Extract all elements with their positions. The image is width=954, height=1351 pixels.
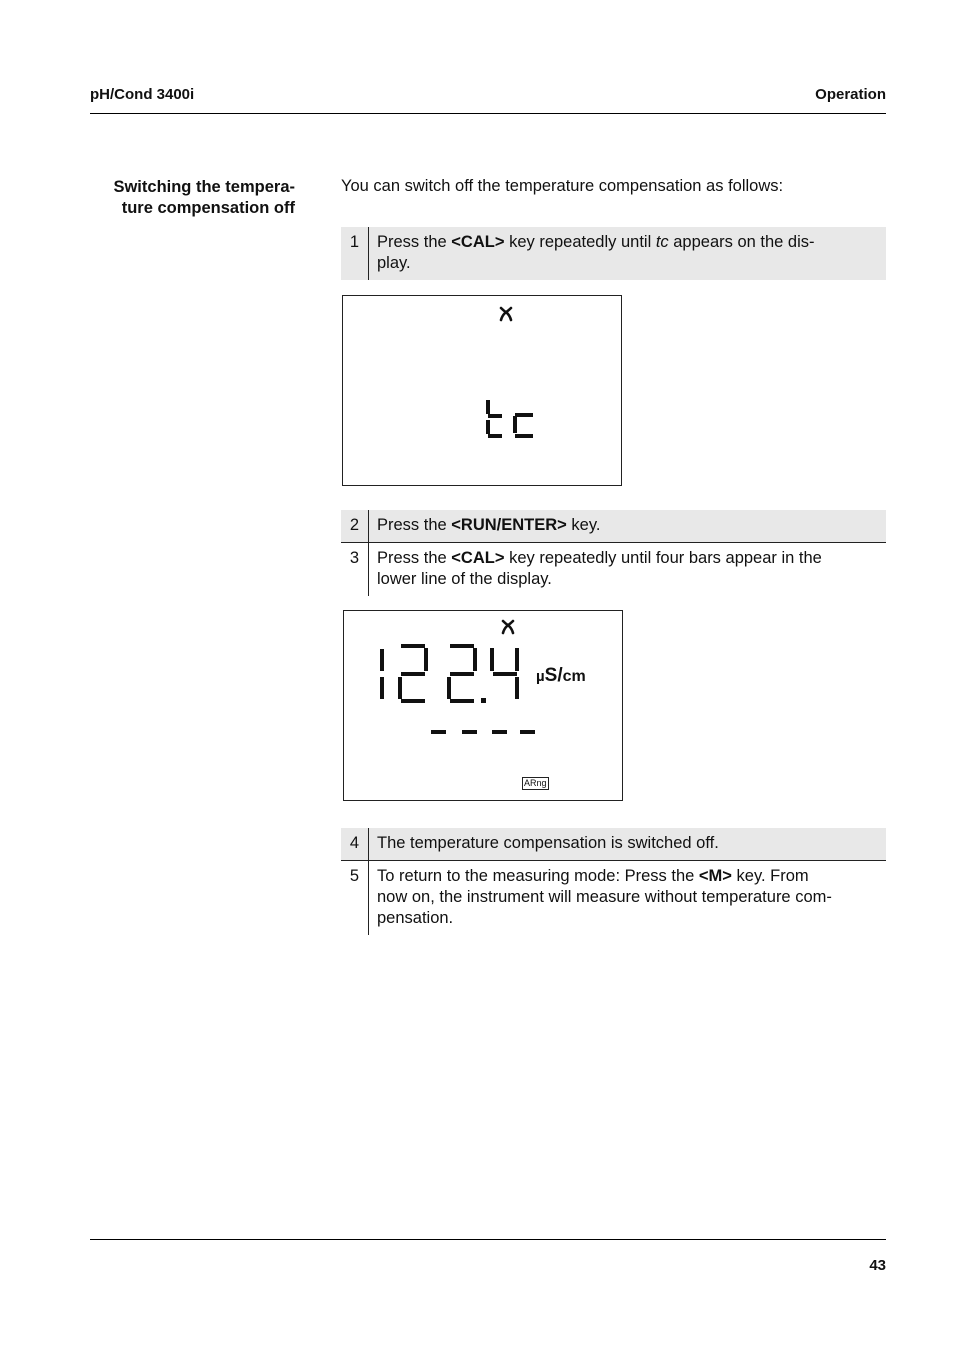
step-row bbox=[341, 828, 886, 861]
unit-cm: cm bbox=[562, 668, 586, 685]
step-text bbox=[369, 227, 887, 280]
steps-table-3 bbox=[341, 828, 886, 935]
step-row bbox=[341, 510, 886, 543]
step-row bbox=[341, 861, 886, 936]
step-text bbox=[369, 543, 887, 597]
key-name: <RUN/ENTER> bbox=[451, 516, 567, 534]
step-text-part: now on, the instrument will measure without temperature com- bbox=[377, 888, 832, 906]
lcd-unit bbox=[536, 665, 586, 687]
step-text-part: Press the bbox=[377, 549, 452, 567]
step-number: 4 bbox=[341, 828, 369, 861]
step-text-part: pensation. bbox=[377, 909, 454, 927]
lcd-display-tc-graphic bbox=[343, 296, 621, 485]
section-title-line2: ture compensation off bbox=[121, 199, 295, 217]
lcd-display-conductivity bbox=[343, 610, 623, 801]
unit-micro: µ bbox=[536, 668, 545, 685]
step-text-part: key. bbox=[566, 516, 601, 534]
step-text-part: To return to the measuring mode: Press the bbox=[377, 867, 699, 885]
section-title bbox=[90, 177, 295, 219]
step-text-part: appears on the dis- bbox=[668, 233, 815, 251]
footer-rule bbox=[90, 1239, 886, 1240]
temperature-sensor-icon bbox=[503, 621, 513, 633]
intro-text: You can switch off the temperature compensation as follows: bbox=[341, 177, 784, 195]
header-product: pH/Cond 3400i bbox=[90, 86, 195, 103]
steps-table-2 bbox=[341, 510, 886, 596]
key-name: <M> bbox=[698, 867, 732, 885]
step-text: The temperature compensation is switched off. bbox=[369, 828, 887, 861]
step-text bbox=[369, 861, 887, 936]
step-text-part: Press the bbox=[377, 516, 452, 534]
step-row bbox=[341, 227, 886, 280]
key-name: <CAL> bbox=[451, 549, 505, 567]
lcd-autorange-badge: ARng bbox=[524, 778, 547, 788]
step-number: 5 bbox=[341, 861, 369, 936]
step-text bbox=[369, 510, 887, 543]
section-title-line1: Switching the tempera- bbox=[113, 178, 295, 196]
lcd-text-tc bbox=[486, 400, 533, 438]
header-rule bbox=[90, 113, 886, 114]
page-number: 43 bbox=[869, 1257, 886, 1274]
lcd-value-digits bbox=[380, 644, 519, 703]
unit-siemens: S/ bbox=[544, 665, 563, 686]
step-text-part: key. From bbox=[731, 867, 809, 885]
steps-table-1 bbox=[341, 227, 886, 280]
step-text-part: key repeatedly until four bars appear in the bbox=[504, 549, 822, 567]
step-text-part: play. bbox=[377, 254, 411, 272]
temperature-sensor-icon bbox=[501, 308, 511, 320]
display-term: tc bbox=[655, 233, 669, 251]
step-text-part: lower line of the display. bbox=[377, 570, 552, 588]
lcd-display-conductivity-graphic bbox=[344, 611, 622, 800]
step-text-part: key repeatedly until bbox=[504, 233, 656, 251]
step-text-part: Press the bbox=[377, 233, 452, 251]
header-chapter: Operation bbox=[815, 86, 886, 103]
lcd-lower-bars bbox=[431, 730, 535, 734]
key-name: <CAL> bbox=[451, 233, 505, 251]
lcd-display-tc bbox=[342, 295, 622, 486]
step-number: 2 bbox=[341, 510, 369, 543]
step-row bbox=[341, 543, 886, 597]
step-number: 1 bbox=[341, 227, 369, 280]
step-number: 3 bbox=[341, 543, 369, 597]
